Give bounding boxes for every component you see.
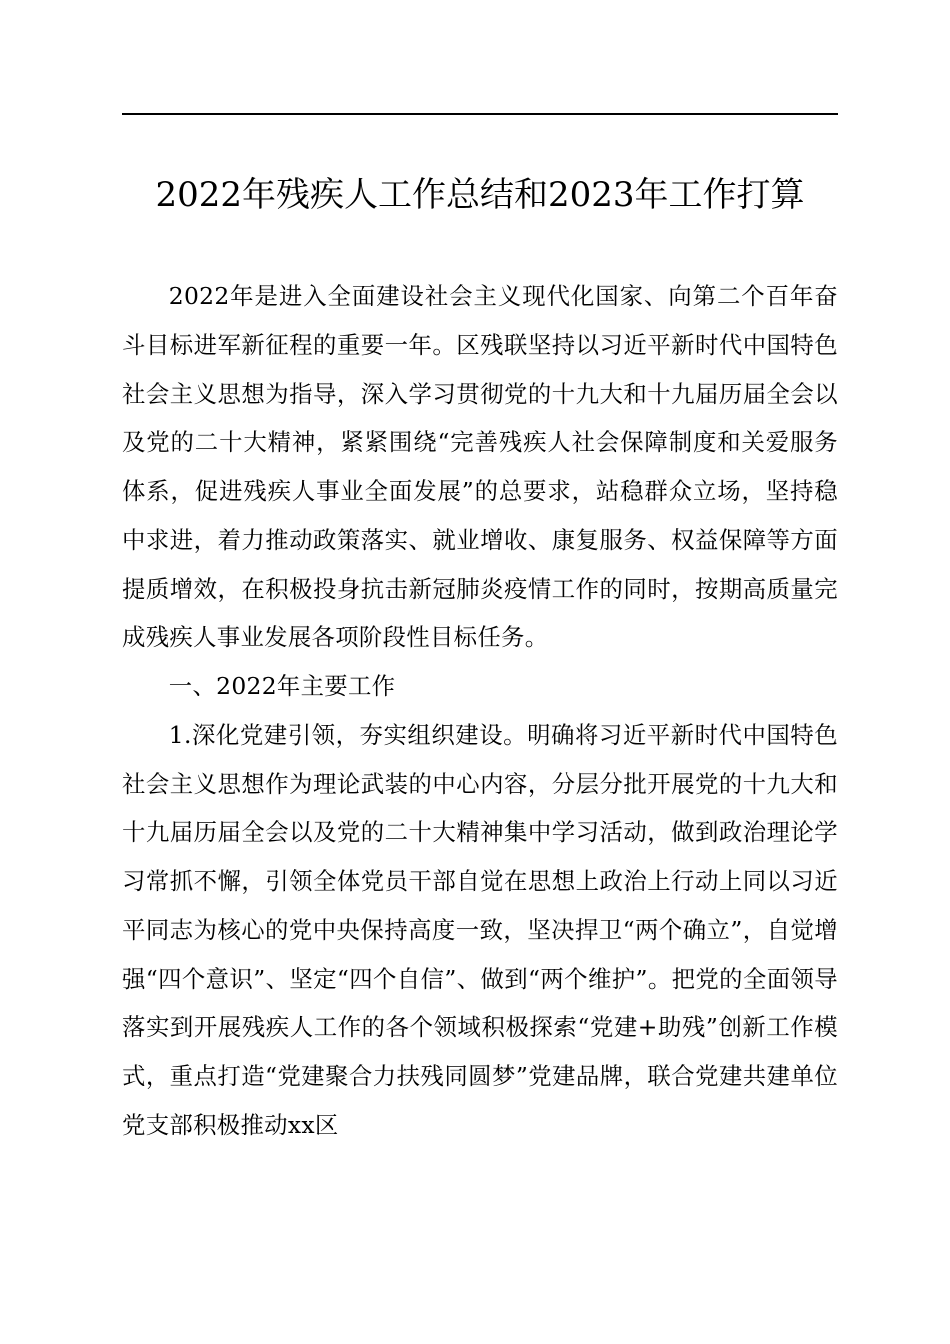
intro-paragraph: 2022年是进入全面建设社会主义现代化国家、向第二个百年奋斗目标进军新征程的重要一年。区残联坚持以习近平新时代中国特色社会主义思想为指导，深入学习贯彻党的十九大和十九届历届全会以及党的二十大精神，紧紧围绕“完善残疾人社会保障制度和关爱服务体系，促进残疾人事业全面发展”的总要求，站稳群众立场，坚持稳中求进，着力推动政策落实、就业增收、康复服务、权益保障等方面提质增效，在积极投身抗击新冠肺炎疫情工作的同时，按期高质量完成残疾人事业发展各项阶段性目标任务。	[122, 282, 838, 652]
body-paragraph: 1.深化党建引领，夯实组织建设。明确将习近平新时代中国特色社会主义思想作为理论武装的中心内容，分层分批开展党的十九大和十九届历届全会以及党的二十大精神集中学习活动，做到政治理论学习常抓不懈，引领全体党员干部自觉在思想上政治上行动上同以习近平同志为核心的党中央保持高度一致，坚决捍卫“两个确立”，自觉增强“四个意识”、坚定“四个自信”、做到“两个维护”。把党的全面领导落实到开展残疾人工作的各个领域积极探索“党建+助残”创新工作模式，重点打造“党建聚合力扶残同圆梦”党建品牌，联合党建共建单位党支部积极推动xx区	[122, 720, 838, 1139]
document-title: 2022年残疾人工作总结和2023年工作打算	[155, 175, 805, 215]
section-heading: 一、2022年主要工作	[168, 672, 396, 700]
header-rule	[122, 113, 838, 115]
document-body	[122, 272, 838, 1150]
